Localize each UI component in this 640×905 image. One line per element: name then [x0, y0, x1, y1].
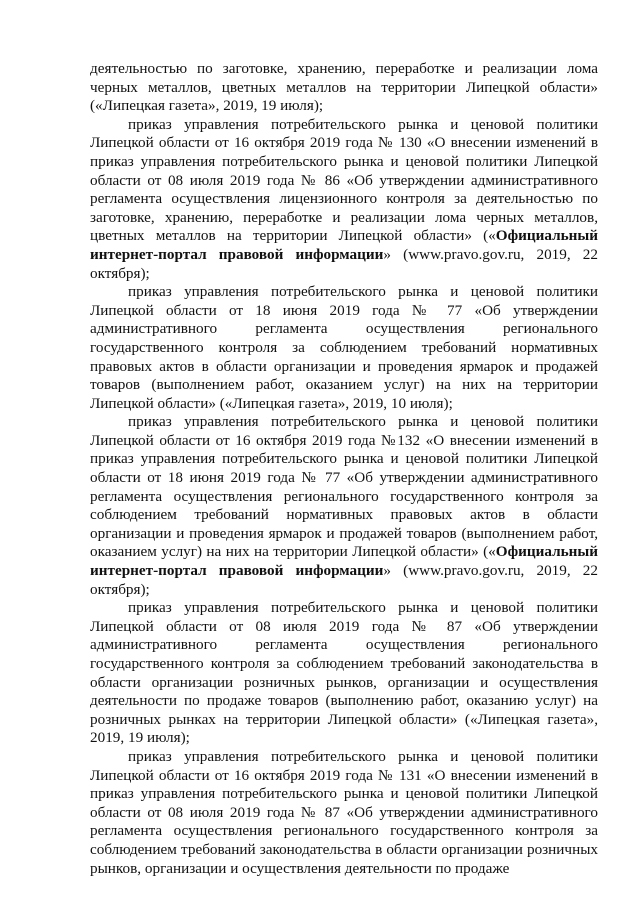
paragraph-continuation	[90, 60, 598, 116]
paragraph-text: приказ управления потребительского рынка и ценовой политики Липецкой области от 16 октября 2019 года № 131 «О внесении изменений в приказ управления потребительского рынка и ценовой политики Липецкой области от 08 июля 2019 года № 87 «Об утверждении административного регламента осуществления регионального государственного контроля за соблюдением требований законодательства в области организации розничных рынков, организации и осуществления деятельности по продаже	[90, 747, 598, 877]
paragraph-text: приказ управления потребительского рынка и ценовой политики Липецкой области от 18 июня 2019 года № 77 «Об утверждении административного регламента осуществления регионального государственного контроля за соблюдением требований нормативных правовых актов в области организации и проведения ярмарок и продажей товаров (выполнением работ, оказанием услуг) на них на территории Липецкой области» («Липецкая газета», 2019, 10 июля);	[90, 283, 598, 412]
portal-name: Официальный интернет-портал правовой информации	[90, 227, 598, 263]
document-page	[90, 60, 598, 878]
paragraph-text: приказ управления потребительского рынка и ценовой политики Липецкой области от 08 июля 2019 года № 87 «Об утверждении административного регламента осуществления регионального государственного контроля за соблюдением требований законодательства в области организации розничных рынков, организации и осуществления деятельности по продаже товаров (выполнению работ, оказанию услуг) на розничных рынках на территории Липецкой области» («Липецкая газета», 2019, 19 июля);	[90, 599, 598, 747]
paragraph-order-131	[90, 748, 598, 878]
paragraph-order-130	[90, 116, 598, 283]
portal-name: Официальный интернет-портал правовой информации	[90, 543, 598, 580]
paragraph-order-132	[90, 413, 598, 599]
paragraph-text: » (www.pravo.gov.ru, 2019, 22 октября);	[90, 245, 598, 282]
paragraph-text: приказ управления потребительского рынка и ценовой политики Липецкой области от 16 октября 2019 года №132 «О внесении изменений в приказ управления потребительского рынка и ценовой политики Липецкой области от 18 июня 2019 года № 77 «Об утверждении административного регламента осуществления регионального государственного контроля за соблюдением требований нормативных правовых актов в области организации и проведения ярмарок и продажей товаров (выполнением работ, оказанием услуг) на них на территории Липецкой области» («	[90, 413, 598, 561]
paragraph-text: приказ управления потребительского рынка и ценовой политики Липецкой области от 16 октября 2019 года № 130 «О внесении изменений в приказ управления потребительского рынка и ценовой политики Липецкой области от 08 июля 2019 года № 86 «Об утверждении административного регламента осуществления лицензионного контроля за деятельностью по заготовке, хранению, переработке и реализации лома черных металлов, цветных металлов на территории Липецкой области» («	[90, 115, 598, 245]
paragraph-text: деятельностью по заготовке, хранению, переработке и реализации лома черных металлов, цветных металлов на территории Липецкой области» («Липецкая газета», 2019, 19 июля);	[90, 60, 598, 115]
paragraph-text: » (www.pravo.gov.ru, 2019, 22 октября);	[90, 562, 598, 598]
paragraph-order-87	[90, 599, 598, 748]
paragraph-order-77	[90, 283, 598, 413]
